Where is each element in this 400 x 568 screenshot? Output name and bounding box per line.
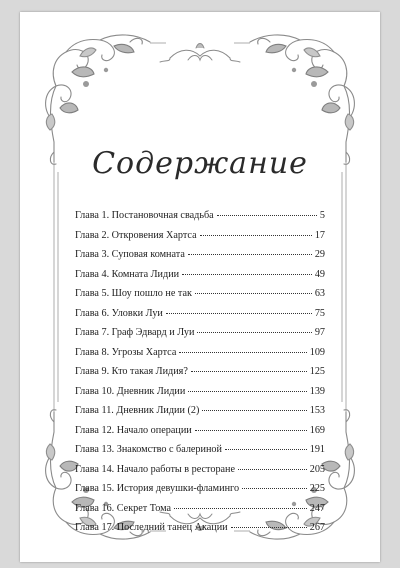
toc-entry[interactable] xyxy=(75,366,325,386)
toc-chapter-title: Глава 8. Угрозы Хартса xyxy=(75,346,177,358)
toc-chapter-title: Глава 5. Шоу пошло не так xyxy=(75,288,192,299)
toc-entry[interactable] xyxy=(75,444,325,464)
toc-page-number: 125 xyxy=(309,366,325,377)
toc-leader-dots xyxy=(195,293,312,294)
toc-entry[interactable] xyxy=(75,405,325,425)
book-page xyxy=(20,12,380,562)
toc-entry[interactable] xyxy=(75,210,325,230)
toc-page-number: 17 xyxy=(314,229,325,241)
toc-leader-dots xyxy=(166,313,312,314)
toc-leader-dots xyxy=(217,215,317,216)
toc-page-number: 205 xyxy=(309,463,325,475)
toc-page-number: 247 xyxy=(309,502,325,514)
toc-leader-dots xyxy=(195,430,307,431)
toc-entry[interactable] xyxy=(75,464,325,484)
toc-entry[interactable] xyxy=(75,249,325,269)
toc-chapter-title: Глава 16. Секрет Тома xyxy=(75,502,172,514)
toc-page-number: 191 xyxy=(309,444,325,455)
toc-page-number: 63 xyxy=(314,288,325,299)
toc-entry[interactable] xyxy=(75,386,325,406)
toc-entry[interactable] xyxy=(75,483,325,503)
toc-page-number: 109 xyxy=(309,346,325,358)
toc-leader-dots xyxy=(179,352,306,353)
toc-page-number: 139 xyxy=(309,385,325,397)
toc-leader-dots xyxy=(174,508,307,509)
toc-leader-dots xyxy=(188,391,306,392)
toc-leader-dots xyxy=(242,488,307,489)
toc-entry[interactable] xyxy=(75,425,325,445)
toc-chapter-title: Глава 10. Дневник Лидии xyxy=(75,385,186,397)
toc-leader-dots xyxy=(191,371,307,372)
toc-entry[interactable] xyxy=(75,308,325,328)
toc-chapter-title: Глава 9. Кто такая Лидия? xyxy=(75,366,188,377)
toc-chapter-title: Глава 3. Суповая комната xyxy=(75,249,185,260)
toc-entry[interactable] xyxy=(75,269,325,289)
toc-leader-dots xyxy=(202,410,306,411)
toc-entry[interactable] xyxy=(75,288,325,308)
toc-page-number: 5 xyxy=(319,210,325,221)
toc-entry[interactable] xyxy=(75,503,325,523)
toc-page-number: 97 xyxy=(314,327,325,338)
page-title: Содержание xyxy=(92,146,308,181)
toc-leader-dots xyxy=(182,274,312,275)
toc-entry[interactable] xyxy=(75,522,325,542)
toc-page-number: 225 xyxy=(309,483,325,494)
toc-entry[interactable] xyxy=(75,230,325,250)
toc-page-number: 75 xyxy=(314,307,325,319)
toc-page-number: 267 xyxy=(309,522,325,533)
toc-chapter-title: Глава 15. История девушки-фламинго xyxy=(75,483,240,494)
toc-chapter-title: Глава 11. Дневник Лидии (2) xyxy=(75,405,200,416)
toc-page-number: 153 xyxy=(309,405,325,416)
toc-entry[interactable] xyxy=(75,327,325,347)
toc-page-number: 29 xyxy=(314,249,325,260)
toc-chapter-title: Глава 1. Постановочная свадьба xyxy=(75,210,214,221)
toc-leader-dots xyxy=(231,527,307,528)
toc-chapter-title: Глава 6. Уловки Луи xyxy=(75,307,163,319)
toc-chapter-title: Глава 14. Начало работы в ресторане xyxy=(75,463,236,475)
toc-leader-dots xyxy=(197,332,311,333)
toc-chapter-title: Глава 12. Начало операции xyxy=(75,424,192,436)
toc-leader-dots xyxy=(188,254,312,255)
toc-chapter-title: Глава 17. Последний танец Акации xyxy=(75,522,228,533)
toc-leader-dots xyxy=(200,235,312,236)
table-of-contents xyxy=(75,210,325,542)
toc-chapter-title: Глава 4. Комната Лидии xyxy=(75,268,180,280)
toc-chapter-title: Глава 7. Граф Эдвард и Луи xyxy=(75,327,195,338)
toc-page-number: 169 xyxy=(309,424,325,436)
toc-entry[interactable] xyxy=(75,347,325,367)
toc-page-number: 49 xyxy=(314,268,325,280)
toc-chapter-title: Глава 2. Откровения Хартса xyxy=(75,229,197,241)
toc-leader-dots xyxy=(225,449,307,450)
toc-chapter-title: Глава 13. Знакомство с балериной xyxy=(75,444,222,455)
toc-leader-dots xyxy=(238,469,307,470)
